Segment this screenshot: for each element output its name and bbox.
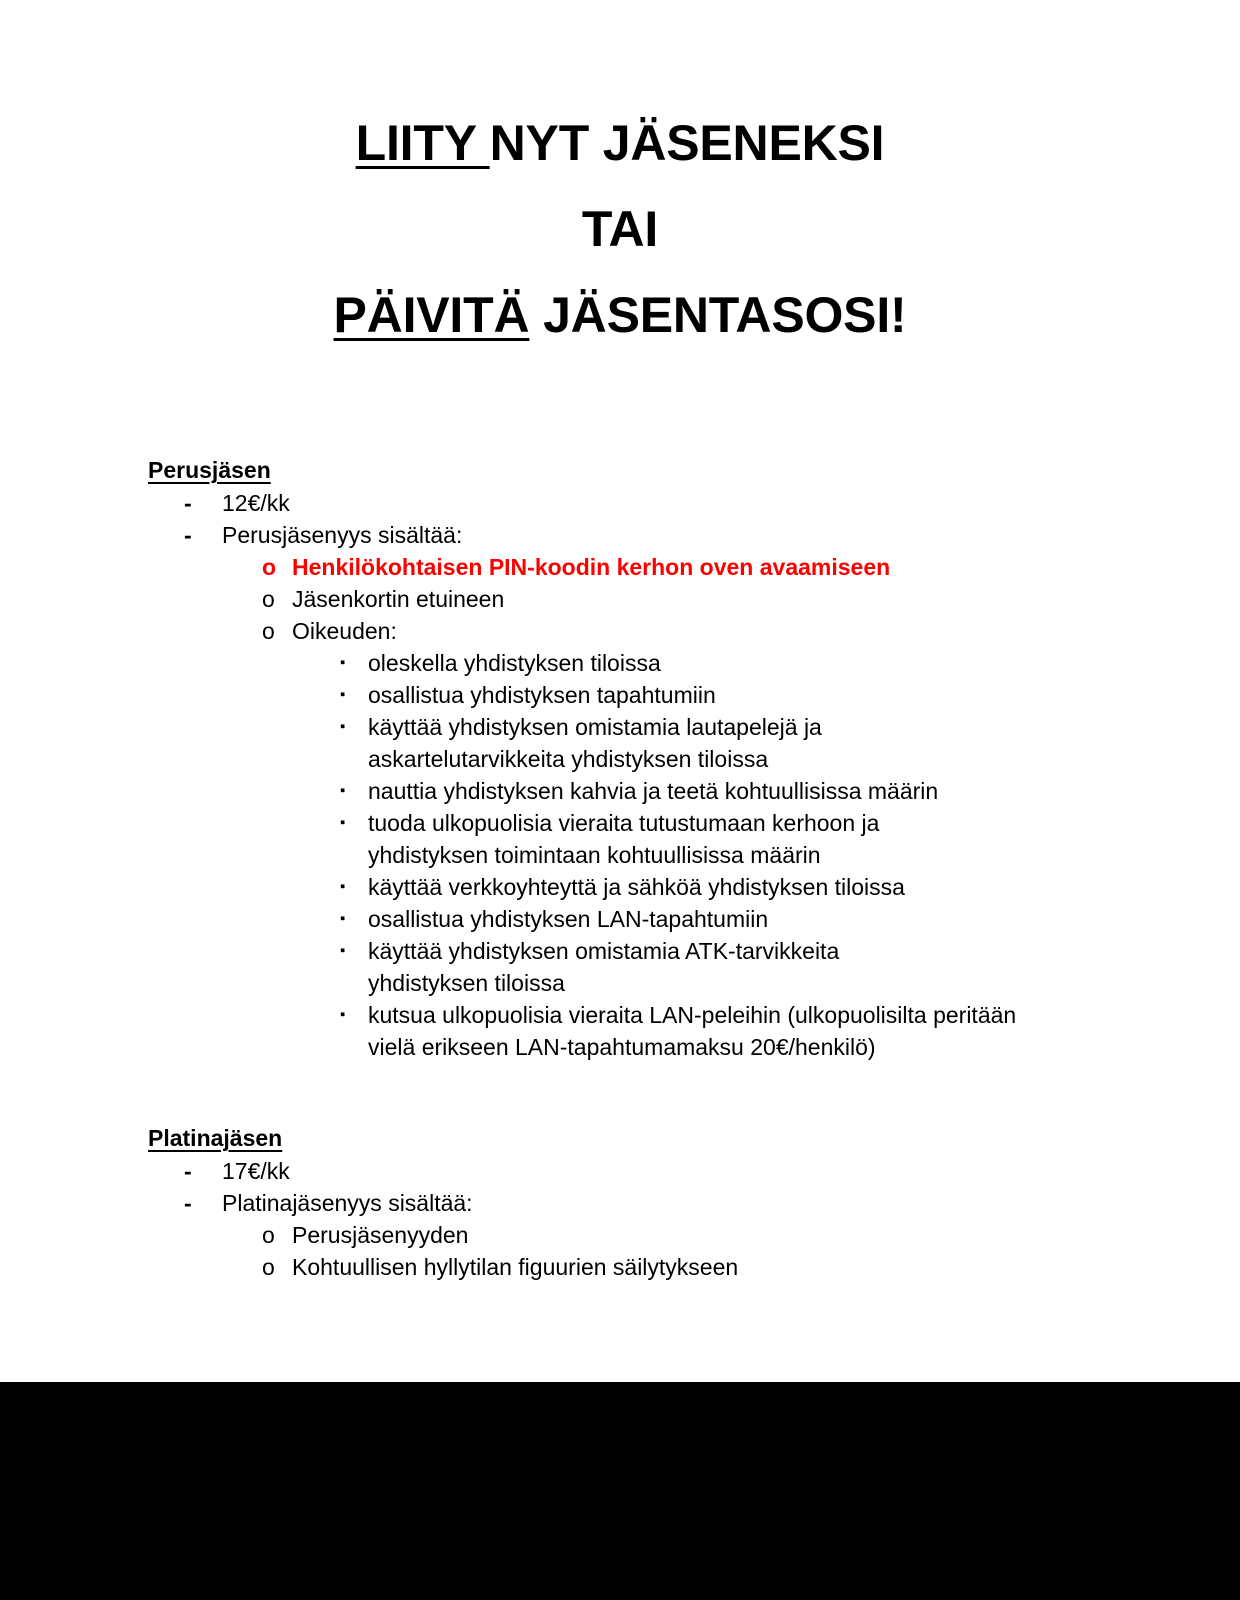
square-bullet-icon: ▪ [340,910,346,927]
square-bullet-icon: ▪ [340,814,346,831]
right-item: nauttia yhdistyksen kahvia ja teetä kohtuullisissa määrin [368,778,939,804]
section-heading-perusjasen: Perusjäsen [148,457,271,483]
right-item: osallistua yhdistyksen LAN-tapahtumiin [368,906,769,932]
title-line-3 [0,272,1240,358]
circle-bullet-icon: o [262,554,277,580]
circle-bullet-icon: o [262,586,275,612]
right-item: tuoda ulkopuolisia vieraita tutustumaan kerhoon ja yhdistyksen toimintaan kohtuullisissa määrin [368,810,880,868]
platinajasen-includes-label: Platinajäsenyys sisältää: [222,1190,473,1216]
title-line-2-plain: TAI [581,201,659,257]
right-item: käyttää yhdistyksen omistamia lautapelejä ja askartelutarvikkeita yhdistyksen tiloissa [368,714,822,772]
square-bullet-icon: ▪ [340,1006,346,1023]
square-bullet-icon: ▪ [340,782,346,799]
bottom-black-bar [0,1382,1240,1600]
square-bullet-icon: ▪ [340,654,346,671]
perusjasen-include-item: Jäsenkortin etuineen [292,586,505,612]
section-heading-platinajasen: Platinajäsen [148,1125,283,1151]
title-line-1-plain: NYT JÄSENEKSI [489,115,885,171]
right-item: käyttää verkkoyhteyttä ja sähköä yhdistyksen tiloissa [368,874,905,900]
dash-bullet-icon: - [184,1190,192,1216]
circle-bullet-icon: o [262,1254,275,1280]
document-title [0,100,1240,358]
dash-bullet-icon: - [184,490,192,516]
title-line-1 [0,100,1240,186]
platinajasen-include-item: Kohtuullisen hyllytilan figuurien säilytykseen [292,1254,739,1280]
right-item: oleskella yhdistyksen tiloissa [368,650,661,676]
platinajasen-price: 17€/kk [222,1158,290,1184]
perusjasen-price: 12€/kk [222,490,290,516]
title-line-2 [0,186,1240,272]
right-item: osallistua yhdistyksen tapahtumiin [368,682,716,708]
circle-bullet-icon: o [262,618,275,644]
square-bullet-icon: ▪ [340,718,346,735]
perusjasen-include-item: Henkilökohtaisen PIN-koodin kerhon oven avaamiseen [292,554,891,580]
right-item: käyttää yhdistyksen omistamia ATK-tarvikkeita yhdistyksen tiloissa [368,938,840,996]
perusjasen-include-item: Oikeuden: [292,618,397,644]
perusjasen-includes-label: Perusjäsenyys sisältää: [222,522,463,548]
dash-bullet-icon: - [184,522,192,548]
title-line-3-underlined: PÄIVITÄ [333,287,530,343]
square-bullet-icon: ▪ [340,942,346,959]
platinajasen-include-item: Perusjäsenyyden [292,1222,469,1248]
title-line-3-plain: JÄSENTASOSI! [529,287,907,343]
square-bullet-icon: ▪ [340,878,346,895]
circle-bullet-icon: o [262,1222,275,1248]
dash-bullet-icon: - [184,1158,192,1184]
square-bullet-icon: ▪ [340,686,346,703]
title-line-1-underlined: LIITY [355,115,490,171]
right-item: kutsua ulkopuolisia vieraita LAN-peleihin (ulkopuolisilta peritään vielä erikseen LAN-tapahtumamaksu 20€/henkilö) [368,1002,1017,1060]
